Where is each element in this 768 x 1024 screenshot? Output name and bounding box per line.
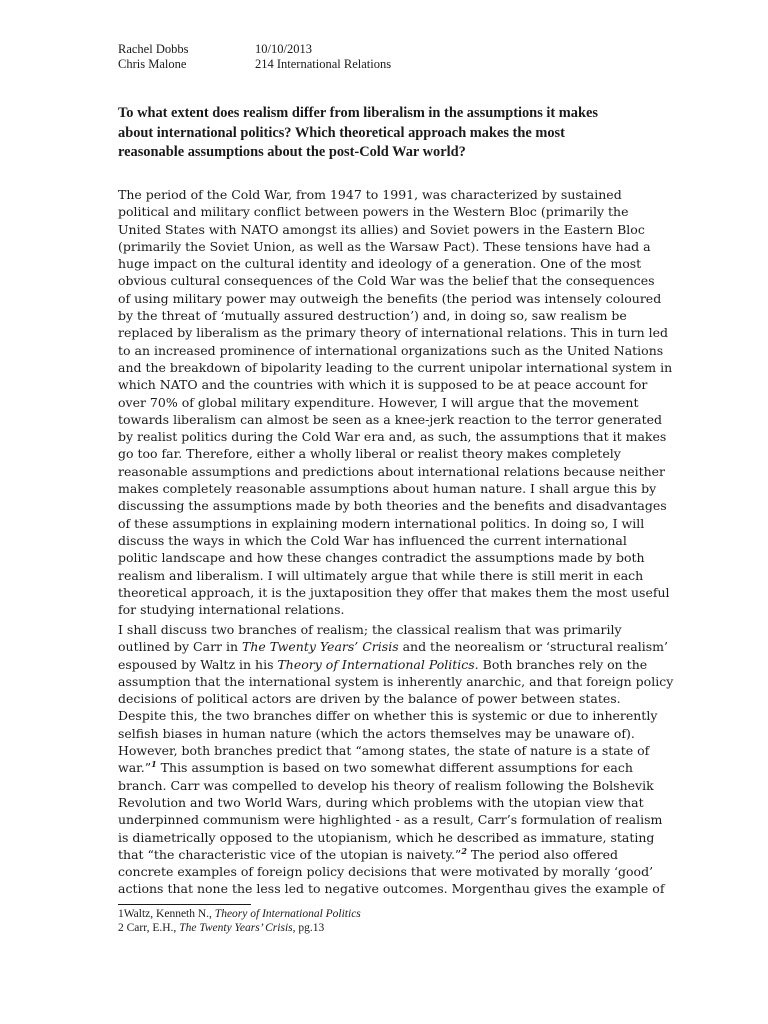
footnote-1: 1Waltz, Kenneth N., Theory of International Politics [118, 908, 361, 920]
text-line: war.”$^1$ This assumption is based on two somewhat different assumptions for each [118, 759, 633, 776]
footnote-ref-1: 1 [151, 759, 157, 770]
text-line: discussing the assumptions made by both theories and the benefits and disadvantages [118, 498, 667, 514]
text-line: towards liberalism can almost be seen as a knee-jerk reaction to the terror generated [118, 411, 663, 427]
question-line: about international politics? Which theoretical approach makes the most [118, 124, 565, 141]
text-line: realism and liberalism. I will ultimately argue that while there is still merit in each [118, 567, 644, 583]
text-line: assumption that the international system is inherently anarchic, and that foreign policy [118, 673, 674, 689]
text-line: United States with NATO amongst its allies) and Soviet powers in the Eastern Bloc [118, 221, 645, 237]
text-line: of using military power may outweigh the benefits (the period was intensely coloured [118, 290, 662, 306]
paragraph-realism [118, 621, 673, 898]
author-name-2: Chris Malone [118, 57, 187, 71]
course-name: 214 International Relations [255, 57, 392, 71]
text-line: by realist politics during the Cold War era and, as such, the assumptions that it makes [118, 429, 667, 445]
text-line: is diametrically opposed to the utopianism, which he described as immature, stating [118, 829, 655, 845]
text-line: politic landscape and how these changes contradict the assumptions made by both [118, 550, 645, 566]
book-title: Theory of International Politics. [277, 656, 479, 672]
text-line: to an increased prominence of international organizations such as the United Nations [118, 342, 664, 358]
text-line: espoused by Waltz in his Theory of International Politics. Both branches rely on the [118, 656, 648, 672]
text-line: branch. Carr was compelled to develop his theory of realism following the Bolshevik [118, 777, 654, 793]
text-line: outlined by Carr in The Twenty Years’ Crisis and the neorealism or ‘structural realism’ [118, 639, 668, 655]
text-line: over 70% of global military expenditure. However, I will argue that the movement [118, 394, 639, 410]
footnote-2: 2 Carr, E.H., The Twenty Years’ Crisis, pg.13 [118, 922, 325, 934]
text-line: obvious cultural consequences of the Cold War was the belief that the consequences [118, 273, 655, 289]
text-line: that “the characteristic vice of the utopian is naivety.”$^2$ The period also offered [118, 845, 619, 862]
text-line: replaced by liberalism as the primary theory of international relations. This in turn led [118, 325, 669, 341]
footnote-title: Theory of International Politics [214, 908, 361, 920]
text-line: go too far. Therefore, either a wholly liberal or realist theory makes completely [118, 446, 621, 462]
text-line: political and military conflict between powers in the Western Bloc (primarily the [118, 204, 629, 220]
text-line: I shall discuss two branches of realism; the classical realism that was primarily [118, 622, 622, 637]
text-line: huge impact on the cultural identity and ideology of a generation. One of the most [118, 256, 642, 272]
text-line: actions that none the less led to negative outcomes. Morgenthau gives the example of [118, 881, 665, 897]
text-line: reasonable assumptions and predictions about international relations because neither [118, 463, 666, 479]
text-line: selfish biases in human nature (which the actors themselves may be unaware of). [118, 725, 635, 741]
question-line: reasonable assumptions about the post-Cold War world? [118, 144, 466, 160]
essay-question [118, 104, 658, 163]
text-line: underpinned communism were highlighted - as a result, Carr’s formulation of realism [118, 812, 663, 828]
question-line: To what extent does realism differ from liberalism in the assumptions it makes [118, 105, 598, 121]
paragraph-introduction [118, 186, 672, 618]
text-line: Despite this, the two branches differ on whether this is systemic or due to inherently [118, 708, 658, 724]
text-line: Revolution and two World Wars, during which problems with the utopian view that [118, 794, 644, 810]
book-title: The Twenty Years’ Crisis [242, 639, 399, 655]
text-line: (primarily the Soviet Union, as well as the Warsaw Pact). These tensions have had a [118, 238, 651, 254]
text-line: and the breakdown of bipolarity leading to the current unipolar international system in [118, 359, 673, 375]
text-line: discuss the ways in which the Cold War has influenced the current international [118, 532, 627, 548]
text-line: concrete examples of foreign policy decisions that were motivated by morally ‘good’ [118, 864, 654, 880]
text-line: of these assumptions in explaining modern international politics. In doing so, I will [118, 515, 645, 531]
text-line: decisions of political actors are driven by the balance of power between states. [118, 691, 621, 707]
text-line: by the threat of ‘mutually assured destruction’) and, in doing so, saw realism be [118, 308, 627, 324]
text-line: The period of the Cold War, from 1947 to 1991, was characterized by sustained [118, 187, 622, 202]
footnote-separator [118, 904, 251, 905]
date: 10/10/2013 [255, 42, 312, 56]
text-line: makes completely reasonable assumptions about human nature. I shall argue this by [118, 481, 657, 497]
footnote-title: The Twenty Years’ Crisis, [179, 922, 296, 934]
text-line: theoretical approach, it is the juxtaposition they offer that makes them the most useful [118, 584, 670, 600]
text-line: which NATO and the countries with which it is supposed to be at peace account for [118, 377, 648, 393]
text-line: for studying international relations. [118, 602, 345, 618]
text-line: However, both branches predict that “among states, the state of nature is a state of [118, 743, 650, 759]
author-name-1: Rachel Dobbs [118, 42, 189, 56]
footnote-ref-2: 2 [461, 845, 467, 856]
